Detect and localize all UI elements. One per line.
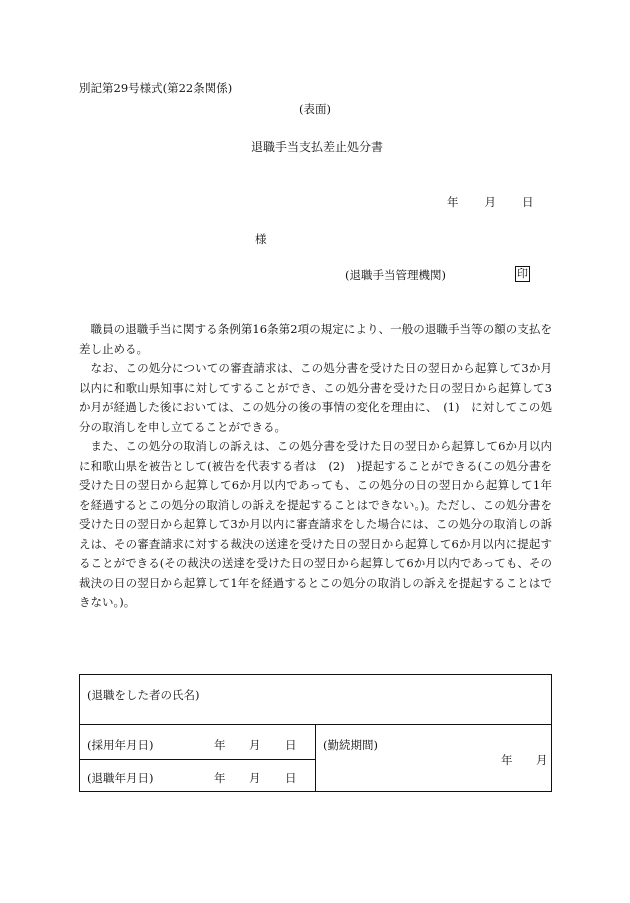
hire-date-day: 日 xyxy=(285,738,297,752)
document-title: 退職手当支払差止処分書 xyxy=(251,140,384,154)
table-divider-row2 xyxy=(80,759,316,760)
date-month: 月 xyxy=(484,195,496,209)
date-year: 年 xyxy=(447,195,459,209)
retiree-name-label: (退職をした者の氏名) xyxy=(87,688,200,702)
table-divider-col xyxy=(315,724,316,791)
service-period-month: 月 xyxy=(536,753,548,767)
hire-date-year: 年 xyxy=(214,738,226,752)
hire-date-label: (採用年月日) xyxy=(87,738,154,752)
issue-date xyxy=(447,194,534,210)
hire-date-month: 月 xyxy=(249,738,261,752)
seal-mark: 印 xyxy=(517,267,528,280)
service-period-label: (勤続期間) xyxy=(323,738,378,752)
addressee-honorific: 様 xyxy=(255,232,267,246)
retire-date-day: 日 xyxy=(285,771,297,785)
document-body xyxy=(79,320,552,613)
retire-date-month: 月 xyxy=(249,771,261,785)
date-day: 日 xyxy=(522,195,534,209)
retire-date-label: (退職年月日) xyxy=(87,771,154,785)
body-paragraph-1: 職員の退職手当に関する条例第16条第2項の規定により、一般の退職手当等の額の支払を差し止める。 xyxy=(79,322,552,356)
form-reference: 別記第29号様式(第22条関係) xyxy=(79,81,233,95)
retiree-info-table xyxy=(79,674,552,792)
body-paragraph-2: なお、この処分についての審査請求は、この処分書を受けた日の翌日から起算して3か月以内に和歌山県知事に対してすることができ、この処分書を受けた日の翌日から起算して3か月が経過した後においては、この処分の後の事情の変化を理由に、 (1) に対してこの処分の取消しを申し立てることができる。 xyxy=(79,361,552,434)
side-label: (表面) xyxy=(299,102,331,116)
body-paragraph-3: また、この処分の取消しの訴えは、この処分書を受けた日の翌日から起算して6か月以内に和歌山県を被告として(被告を代表する者は (2) )提起することができる(この処分書を受けた日の翌日から起算して6か月以内であっても、この処分の日の翌日から起算して1年を経過するとこの処分の取消しの訴えを提起することはできない。)。ただし、この処分書を受けた日の翌日から起算して3か月以内に審査請求をした場合には、この処分の取消しの訴えは、その審査請求に対する裁決の送達を受けた日の翌日から起算して6か月以内に提起することができる(その裁決の送達を受けた日の翌日から起算して6か月以内であっても、その裁決の日の翌日から起算して1年を経過するとこの処分の取消しの訴えを提起することはできない。)。 xyxy=(79,439,552,609)
issuer-label: (退職手当管理機関) xyxy=(345,268,446,282)
service-period-year: 年 xyxy=(501,753,513,767)
retire-date-year: 年 xyxy=(214,771,226,785)
